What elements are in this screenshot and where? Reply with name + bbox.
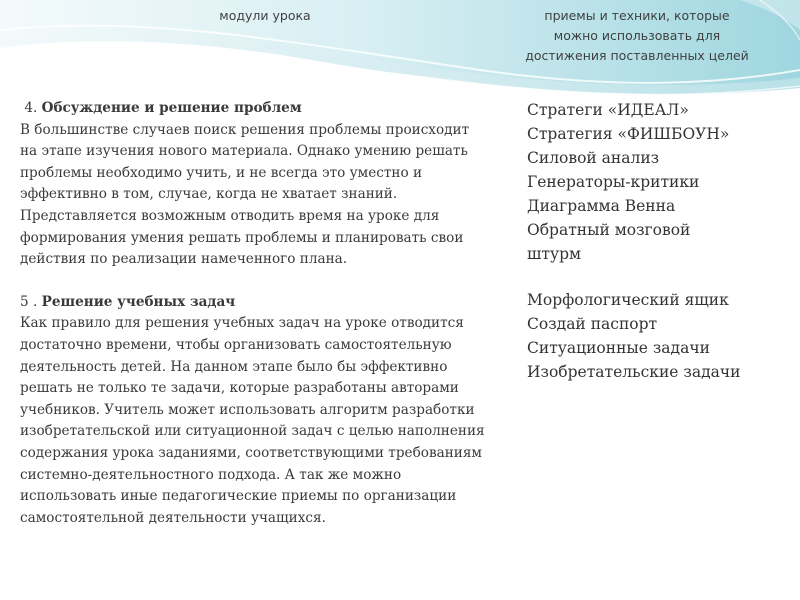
- technique-item: Силовой анализ: [527, 149, 660, 167]
- section-5-line: изобретательской или ситуационной задач с целью наполнения: [20, 423, 485, 440]
- section-4-line: В большинстве случаев поиск решения проблемы происходит: [20, 121, 470, 138]
- section-4-line: эффективно в том, случае, когда не хватает знаний.: [20, 186, 398, 203]
- section-5-line: содержания урока заданиями, соответствующими требованиям: [20, 444, 482, 461]
- techniques-column: [527, 98, 787, 384]
- section-4-line: формирования умения решать проблемы и планировать свои: [20, 229, 464, 246]
- technique-item: Диаграмма Венна: [527, 197, 676, 215]
- section-4-line: действия по реализации намеченного плана.: [20, 251, 348, 268]
- section-5-number: 5 .: [20, 293, 42, 310]
- section-5-line: Как правило для решения учебных задач на уроке отводится: [20, 315, 464, 332]
- section-5-line: достаточно времени, чтобы организовать самостоятельную: [20, 336, 452, 353]
- section-5-line: учебников. Учитель может использовать алгоритм разработки: [20, 401, 475, 418]
- section-5-title: Решение учебных задач: [41, 293, 236, 310]
- technique-item: Создай паспорт: [527, 315, 658, 333]
- technique-item: штурм: [527, 245, 582, 263]
- section-4-heading: [20, 98, 515, 120]
- technique-item: Генераторы-критики: [527, 173, 700, 191]
- section-4-line: Представляется возможным отводить время на уроке для: [20, 207, 440, 224]
- technique-item: Ситуационные задачи: [527, 339, 710, 357]
- section-4-title: Обсуждение и решение проблем: [41, 100, 302, 116]
- section-4-line: на этапе изучения нового материала. Однако умению решать: [20, 143, 468, 160]
- section-4-number: 4.: [24, 100, 42, 116]
- section-4-line: проблемы необходимо учить, и не всегда это уместно и: [20, 164, 423, 181]
- column-header-techniques: приемы и техники, которые можно использовать для достижения поставленных целей: [525, 8, 749, 63]
- section-5-line: решать не только те задачи, которые разработаны авторами: [20, 380, 459, 397]
- section-5-line: использовать иные педагогические приемы по организации: [20, 488, 457, 505]
- lesson-modules-column: [20, 98, 515, 529]
- technique-item: Обратный мозговой: [527, 221, 691, 239]
- section-5-line: системно-деятельностного подхода. А так же можно: [20, 466, 402, 483]
- column-header-modules: модули урока: [219, 8, 311, 23]
- section-5-line: деятельность детей. На данном этапе было бы эффективно: [20, 358, 448, 375]
- section-5-line: самостоятельной деятельности учащихся.: [20, 509, 326, 526]
- section-5-heading: [20, 292, 515, 314]
- technique-item: Стратегия «ФИШБОУН»: [527, 125, 730, 143]
- technique-item: Морфологический ящик: [527, 291, 729, 309]
- technique-item: Изобретательские задачи: [527, 363, 741, 381]
- technique-item: Стратеги «ИДЕАЛ»: [527, 101, 689, 119]
